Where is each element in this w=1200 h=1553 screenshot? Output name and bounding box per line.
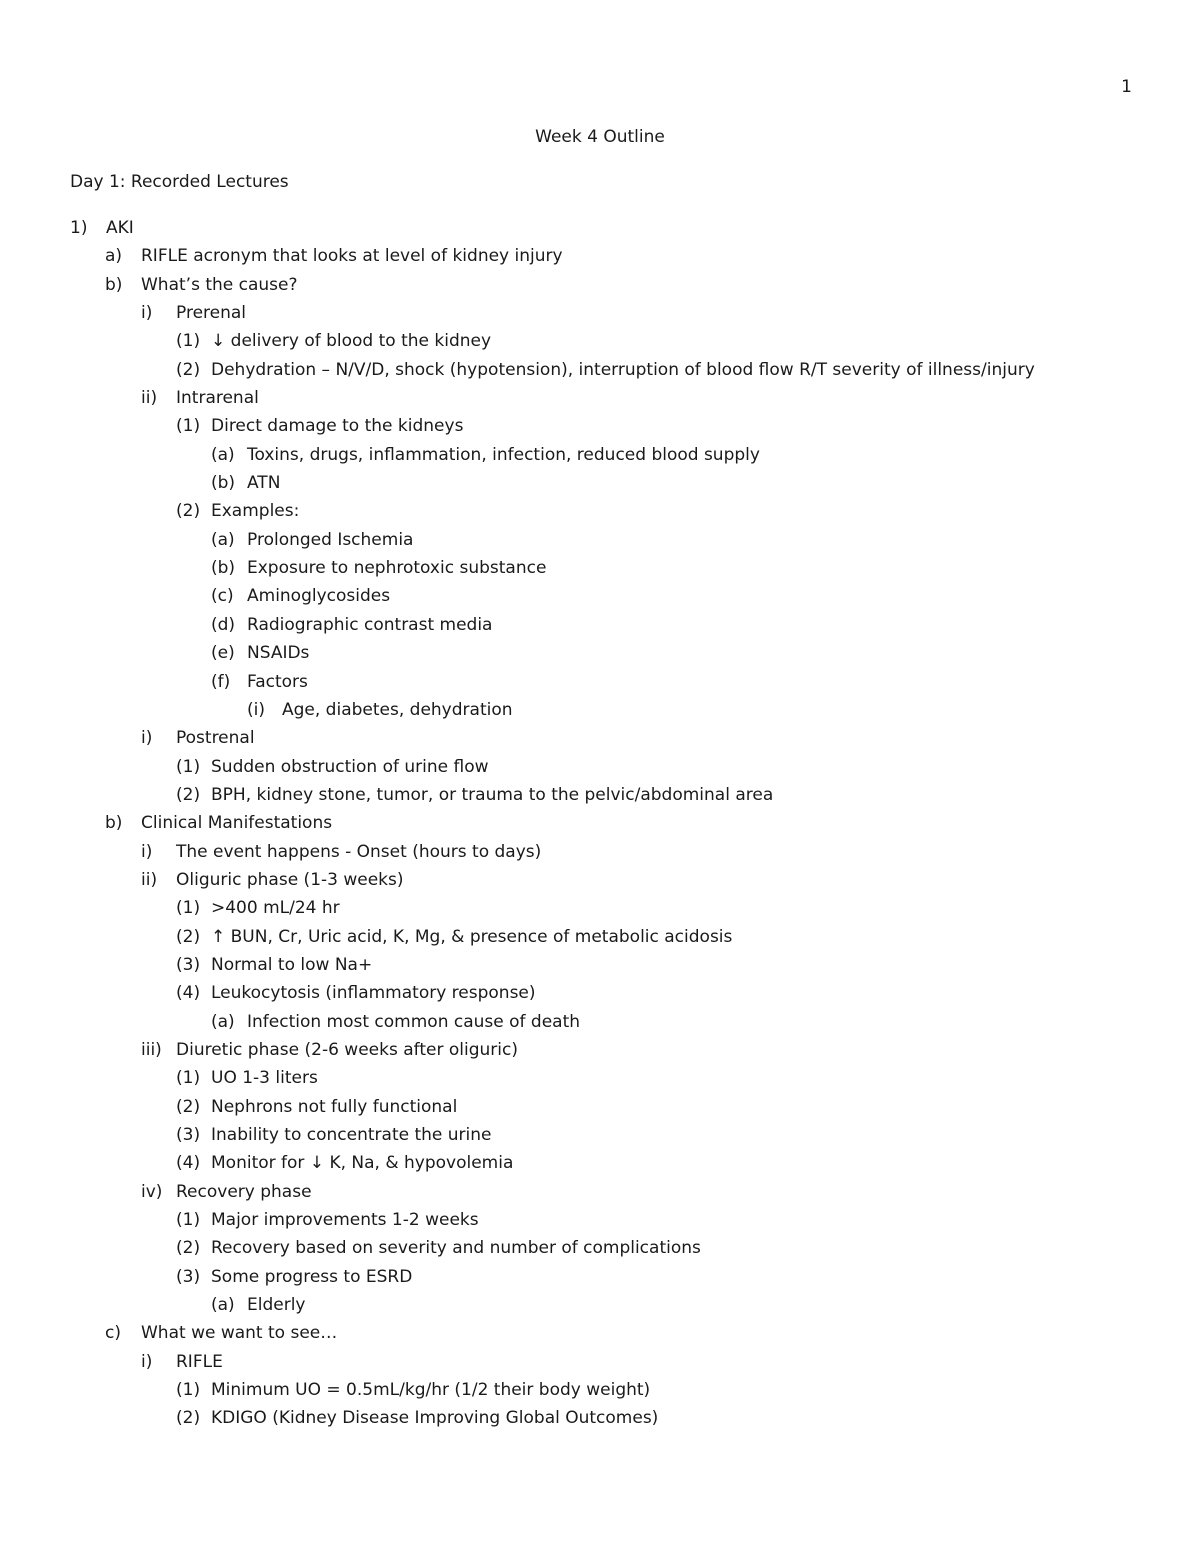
outline-text: What we want to see…: [141, 1323, 338, 1344]
outline-item: [0, 242, 1200, 270]
outline-marker: (2): [176, 1096, 201, 1117]
outline-marker: i): [141, 303, 153, 324]
outline-marker: (d): [211, 614, 236, 635]
outline-item: [0, 1121, 1200, 1149]
outline-item: [0, 1149, 1200, 1177]
outline-marker: (a): [211, 444, 235, 465]
outline-item: [0, 838, 1200, 866]
outline-item: [0, 441, 1200, 469]
outline-item: [0, 582, 1200, 610]
outline-item: [0, 639, 1200, 667]
outline-marker: (a): [211, 1295, 235, 1316]
outline-item: [0, 1291, 1200, 1319]
outline-marker: (3): [176, 954, 201, 975]
outline-text: Leukocytosis (inflammatory response): [211, 983, 536, 1004]
outline-marker: (2): [176, 784, 201, 805]
outline-text: Elderly: [247, 1295, 306, 1316]
outline-item: [0, 923, 1200, 951]
outline-marker: i): [141, 1351, 153, 1372]
outline-marker: 1): [70, 218, 88, 238]
outline-text: Age, diabetes, dehydration: [282, 699, 513, 720]
outline-marker: (1): [176, 1380, 201, 1401]
outline-text: RIFLE: [176, 1351, 223, 1372]
outline-text: Intrarenal: [176, 388, 259, 409]
outline-item: [0, 1008, 1200, 1036]
outline-item: [0, 327, 1200, 355]
outline-item: [0, 469, 1200, 497]
outline-item: [0, 1348, 1200, 1376]
page-number: 1: [1121, 77, 1132, 97]
outline-marker: (i): [247, 699, 265, 720]
outline-text: Some progress to ESRD: [211, 1266, 413, 1287]
outline-marker: (4): [176, 1153, 201, 1174]
outline-text: Diuretic phase (2-6 weeks after oliguric): [176, 1039, 518, 1060]
outline-text: Dehydration – N/V/D, shock (hypotension), interruption of blood flow R/T severity of illness/injury: [211, 359, 1035, 380]
outline-item: [0, 753, 1200, 781]
outline-marker: (1): [176, 898, 201, 919]
outline-marker: (2): [176, 926, 201, 947]
outline-text: Monitor for ↓ K, Na, & hypovolemia: [211, 1153, 514, 1174]
outline-item: [0, 894, 1200, 922]
outline-marker: (2): [176, 1408, 201, 1429]
outline-marker: (2): [176, 359, 201, 380]
outline-text: Infection most common cause of death: [247, 1011, 581, 1032]
outline-marker: (1): [176, 416, 201, 437]
outline-item: [0, 299, 1200, 327]
outline-item: [0, 384, 1200, 412]
outline-text: Direct damage to the kidneys: [211, 416, 464, 437]
outline-item: [0, 554, 1200, 582]
outline-item: [0, 866, 1200, 894]
outline-text: Radiographic contrast media: [247, 614, 493, 635]
outline-marker: (e): [211, 643, 235, 664]
outline-text: Prolonged Ischemia: [247, 529, 414, 550]
outline-text: The event happens - Onset (hours to days): [176, 841, 542, 862]
outline-text: ↑ BUN, Cr, Uric acid, K, Mg, & presence of metabolic acidosis: [211, 926, 733, 947]
outline-text: BPH, kidney stone, tumor, or trauma to the pelvic/abdominal area: [211, 784, 774, 805]
outline-item: [0, 809, 1200, 837]
outline-marker: (f): [211, 671, 231, 692]
outline-marker: (b): [211, 558, 236, 579]
outline-item: [0, 611, 1200, 639]
outline-marker: iii): [141, 1039, 162, 1060]
outline-marker: iv): [141, 1181, 163, 1202]
outline-item: [0, 668, 1200, 696]
outline-text: Examples:: [211, 501, 300, 522]
section-heading: Day 1: Recorded Lectures: [70, 172, 289, 192]
outline-item: [0, 497, 1200, 525]
outline-marker: c): [105, 1323, 121, 1344]
outline-item: [0, 1234, 1200, 1262]
outline-text: ATN: [247, 473, 281, 494]
outline-marker: i): [141, 728, 153, 749]
outline-item: [0, 724, 1200, 752]
outline-text: Major improvements 1-2 weeks: [211, 1210, 479, 1231]
outline-text: Prerenal: [176, 303, 247, 324]
outline-marker: (c): [211, 586, 234, 607]
outline-text: Inability to concentrate the urine: [211, 1125, 492, 1145]
outline-item: [0, 1036, 1200, 1064]
outline-marker: (1): [176, 1210, 201, 1231]
outline-item: [0, 1404, 1200, 1432]
outline-marker: (3): [176, 1125, 201, 1145]
outline-text: Oliguric phase (1-3 weeks): [176, 869, 404, 890]
outline-marker: a): [105, 246, 123, 267]
outline-item: [0, 1206, 1200, 1234]
outline-item: [0, 696, 1200, 724]
outline-text: Recovery phase: [176, 1181, 312, 1202]
outline-marker: (b): [211, 473, 236, 494]
outline-marker: (2): [176, 1238, 201, 1259]
outline-item: [0, 526, 1200, 554]
document-title: Week 4 Outline: [535, 127, 665, 147]
outline-marker: b): [105, 274, 123, 295]
outline-item: [0, 214, 1200, 242]
outline-text: Clinical Manifestations: [141, 813, 333, 834]
outline-item: [0, 271, 1200, 299]
outline-text: Exposure to nephrotoxic substance: [247, 558, 547, 579]
outline-marker: (a): [211, 1011, 235, 1032]
outline-item: [0, 979, 1200, 1007]
outline-item: [0, 1093, 1200, 1121]
outline-list: [0, 214, 1200, 1433]
outline-item: [0, 781, 1200, 809]
outline-text: UO 1-3 liters: [211, 1068, 318, 1089]
outline-text: ↓ delivery of blood to the kidney: [211, 331, 492, 352]
outline-marker: (4): [176, 983, 201, 1004]
outline-text: Recovery based on severity and number of complications: [211, 1238, 701, 1259]
outline-item: [0, 1178, 1200, 1206]
outline-item: [0, 1064, 1200, 1092]
outline-marker: b): [105, 813, 123, 834]
outline-text: Toxins, drugs, inflammation, infection, reduced blood supply: [247, 444, 760, 465]
outline-text: Nephrons not fully functional: [211, 1096, 458, 1117]
outline-text: NSAIDs: [247, 643, 310, 664]
outline-text: Postrenal: [176, 728, 255, 749]
outline-text: AKI: [106, 218, 134, 238]
outline-text: >400 mL/24 hr: [211, 898, 340, 919]
outline-marker: ii): [141, 869, 158, 890]
outline-text: Minimum UO = 0.5mL/kg/hr (1/2 their body weight): [211, 1380, 651, 1401]
outline-text: RIFLE acronym that looks at level of kidney injury: [141, 246, 563, 267]
outline-item: [0, 1263, 1200, 1291]
outline-text: Normal to low Na+: [211, 954, 373, 975]
outline-marker: (a): [211, 529, 235, 550]
outline-text: What’s the cause?: [141, 274, 298, 295]
outline-marker: (2): [176, 501, 201, 522]
outline-marker: i): [141, 841, 153, 862]
outline-marker: (1): [176, 1068, 201, 1089]
outline-text: Factors: [247, 671, 308, 692]
outline-text: Sudden obstruction of urine flow: [211, 756, 489, 777]
outline-item: [0, 356, 1200, 384]
outline-item: [0, 951, 1200, 979]
outline-marker: (3): [176, 1266, 201, 1287]
outline-text: Aminoglycosides: [247, 586, 391, 607]
outline-item: [0, 1376, 1200, 1404]
outline-marker: (1): [176, 331, 201, 352]
outline-marker: ii): [141, 388, 158, 409]
outline-item: [0, 1319, 1200, 1347]
outline-text: KDIGO (Kidney Disease Improving Global Outcomes): [211, 1408, 659, 1429]
outline-marker: (1): [176, 756, 201, 777]
outline-item: [0, 412, 1200, 440]
